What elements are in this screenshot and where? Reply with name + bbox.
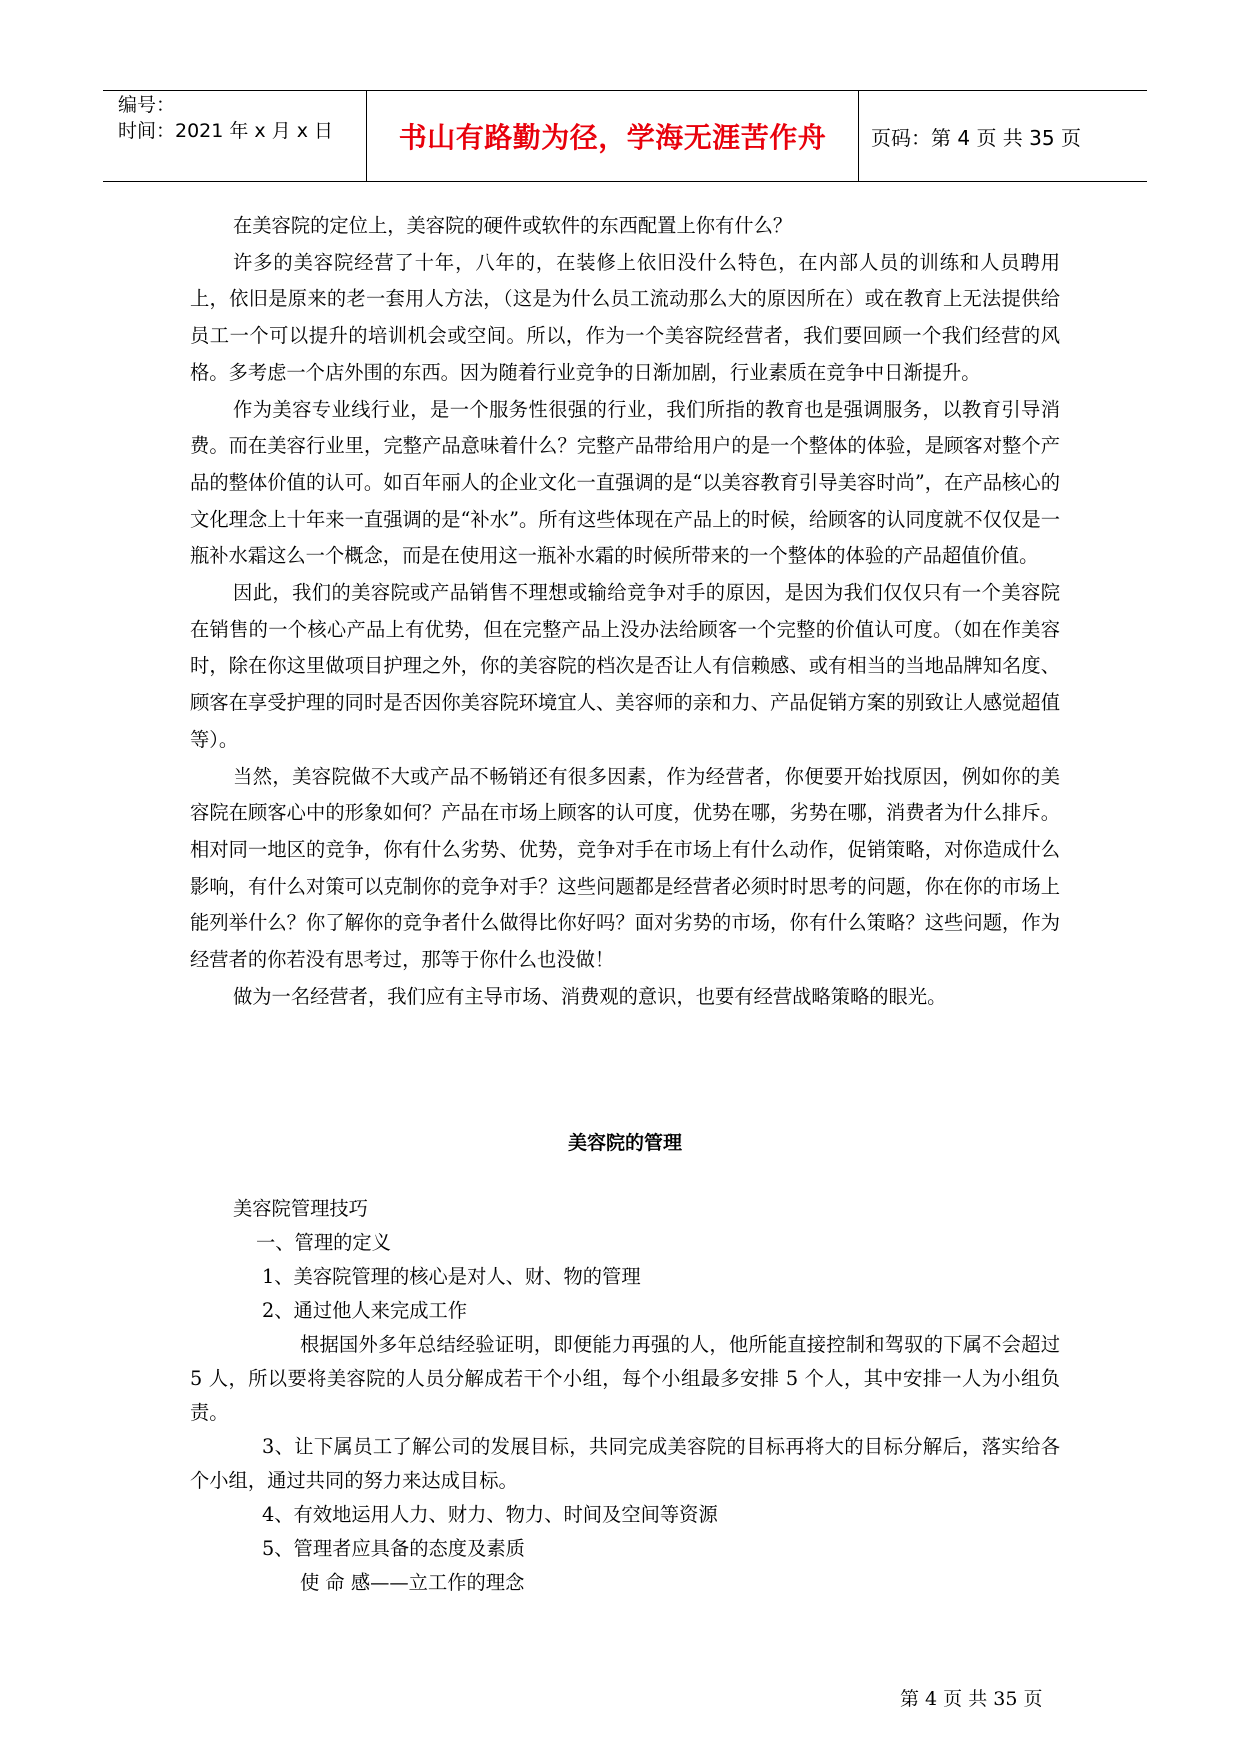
list-item: 4、有效地运用人力、财力、物力、时间及空间等资源 — [262, 1503, 718, 1526]
list-item: 一、管理的定义 — [256, 1231, 391, 1254]
paragraph: 做为一名经营者，我们应有主导市场、消费观的意识，也要有经营战略策略的眼光。 — [233, 984, 947, 1008]
header-info-cell — [103, 91, 367, 181]
paragraph: 3、让下属员工了解公司的发展目标，共同完成美容院的目标再将大的目标分解后，落实给各个小组，通过共同的努力来达成目标。 — [190, 1435, 1060, 1492]
paragraph: 许多的美容院经营了十年，八年的，在装修上依旧没什么特色，在内部人员的训练和人员聘用上，依旧是原来的老一套用人方法，（这是为什么员工流动那么大的原因所在）或在教育上无法提供给员工一个可以提升的培训机会或空间。所以，作为一个美容院经营者，我们要回顾一个我们经营的风格。多考虑一个店外围的东西。因为随着行业竞争的日渐加剧，行业素质在竞争中日渐提升。 — [190, 250, 1060, 384]
body-text — [190, 208, 1060, 1015]
header-page-cell — [859, 91, 1147, 181]
page-header — [103, 90, 1147, 182]
document-time-label: 时间：2021 年 x 月 x 日 — [118, 120, 334, 142]
list-item: 5、管理者应具备的态度及素质 — [262, 1537, 525, 1560]
section-heading: 美容院的管理 — [567, 1132, 682, 1154]
list-item: 2、通过他人来完成工作 — [262, 1299, 468, 1322]
document-number-label: 编号： — [118, 94, 176, 116]
paragraph: 作为美容专业线行业，是一个服务性很强的行业，我们所指的教育也是强调服务，以教育引导消费。而在美容行业里，完整产品意味着什么？完整产品带给用户的是一个整体的体验，是顾客对整个产品的整体价值的认可。如百年丽人的企业文化一直强调的是“以美容教育引导美容时尚”，在产品核心的文化理念上十年来一直强调的是“补水”。所有这些体现在产品上的时候，给顾客的认同度就不仅仅是一瓶补水霜这么一个概念，而是在使用这一瓶补水霜的时候所带来的一个整体的体验的产品超值价值。 — [190, 397, 1060, 568]
list-item: 1、美容院管理的核心是对人、财、物的管理 — [262, 1265, 641, 1288]
paragraph: 因此，我们的美容院或产品销售不理想或输给竞争对手的原因，是因为我们仅仅只有一个美容院在销售的一个核心产品上有优势，但在完整产品上没办法给顾客一个完整的价值认可度。（如在作美容时，除在你这里做项目护理之外，你的美容院的档次是否让人有信赖感、或有相当的当地品牌知名度、顾客在享受护理的同时是否因你美容院环境宜人、美容师的亲和力、产品促销方案的别致让人感觉超值等）。 — [190, 581, 1060, 751]
page-footer: 第 4 页 共 35 页 — [900, 1688, 1043, 1710]
header-motto-cell — [367, 91, 859, 181]
paragraph: 当然，美容院做不大或产品不畅销还有很多因素，作为经营者，你便要开始找原因，例如你的美容院在顾客心中的形象如何？产品在市场上顾客的认可度，优势在哪，劣势在哪，消费者为什么排斥。相对同一地区的竞争，你有什么劣势、优势，竞争对手在市场上有什么动作，促销策略，对你造成什么影响，有什么对策可以克制你的竞争对手？这些问题都是经营者必须时时思考的问题，你在你的市场上能列举什么？你了解你的竞争者什么做得比你好吗？面对劣势的市场，你有什么策略？这些问题，作为经营者的你若没有思考过，那等于你什么也没做！ — [190, 764, 1060, 972]
paragraph: 在美容院的定位上，美容院的硬件或软件的东西配置上你有什么？ — [233, 214, 793, 237]
paragraph: 根据国外多年总结经验证明，即便能力再强的人，他所能直接控制和驾驭的下属不会超过 5 人，所以要将美容院的人员分解成若干个小组，每个小组最多安排 5 个人，其中安排一人为小组负责。 — [190, 1333, 1060, 1424]
motto-text: 书山有路勤为径，学海无涯苦作舟 — [398, 121, 827, 154]
management-section — [190, 1192, 1060, 1600]
list-item: 使 命 感——立工作的理念 — [300, 1571, 525, 1594]
page-code: 页码：第 4 页 共 35 页 — [871, 125, 1081, 150]
section-subtitle: 美容院管理技巧 — [233, 1197, 368, 1220]
